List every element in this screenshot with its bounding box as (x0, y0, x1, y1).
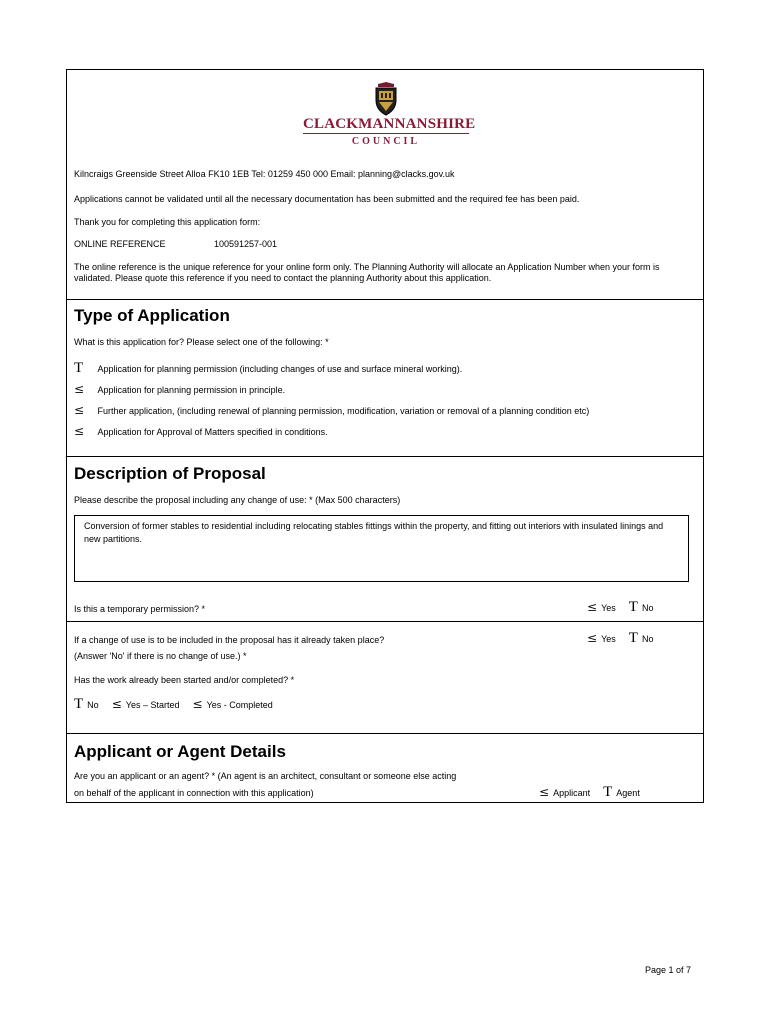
unselected-radio-icon: ≤ (74, 424, 85, 438)
work-started-options (74, 698, 273, 711)
council-address: Kilncraigs Greenside Street Alloa FK10 1EB Tel: 01259 450 000 Email: planning@clacks.gov.uk (74, 169, 455, 179)
applicant-question-line1: Are you an applicant or an agent? * (An agent is an architect, consultant or someone else acting (74, 771, 457, 781)
temporary-no-label: No (641, 603, 654, 613)
online-reference-label: ONLINE REFERENCE (74, 239, 166, 249)
applicant-option[interactable] (539, 785, 591, 799)
change-yes-label: Yes (601, 634, 616, 644)
unselected-radio-icon: ≤ (74, 403, 85, 417)
applicant-label: Applicant (553, 788, 591, 798)
applicant-agent-options (539, 786, 640, 799)
application-form-frame (66, 69, 704, 803)
unselected-radio-icon: ≤ (74, 382, 85, 396)
change-of-use-options (587, 632, 653, 645)
agent-label: Agent (616, 788, 640, 798)
unselected-radio-icon: ≤ (192, 697, 203, 711)
unselected-radio-icon: ≤ (539, 785, 550, 799)
unselected-radio-icon: ≤ (587, 631, 598, 645)
selected-radio-icon: T (74, 360, 84, 376)
change-yes-option[interactable] (587, 631, 616, 645)
thanks-text: Thank you for completing this application form: (74, 217, 261, 227)
started-started-option[interactable] (111, 697, 180, 711)
proposal-description-textarea[interactable]: Conversion of former stables to residential including relocating stables fittings within the property, and fitting out interiors with insulated linings and new partitions. (74, 515, 689, 582)
work-started-question: Has the work already been started and/or completed? * (74, 675, 295, 685)
started-no-label: No (87, 700, 99, 710)
unselected-radio-icon: ≤ (587, 600, 598, 614)
option-label: Application for planning permission in principle. (97, 385, 286, 395)
type-of-application-heading: Type of Application (74, 306, 230, 325)
online-reference-value: 100591257-001 (214, 239, 278, 249)
application-type-option[interactable] (74, 405, 589, 417)
section-divider (67, 733, 703, 734)
started-completed-label: Yes - Completed (206, 700, 273, 710)
temporary-yes-label: Yes (601, 603, 616, 613)
option-label: Further application, (including renewal of planning permission, modification, variation or removal of a planning condition etc) (97, 406, 590, 416)
option-label: Application for planning permission (including changes of use and surface mineral working). (97, 364, 463, 374)
selected-radio-icon: T (603, 784, 613, 800)
applicant-heading: Applicant or Agent Details (74, 742, 286, 761)
application-type-question: What is this application for? Please select one of the following: * (74, 337, 329, 347)
description-heading: Description of Proposal (74, 464, 266, 483)
temporary-permission-options (587, 601, 653, 614)
validation-note: Applications cannot be validated until all the necessary documentation has been submitted and the required fee has been paid. (74, 194, 580, 204)
change-no-option[interactable] (628, 630, 654, 646)
description-prompt: Please describe the proposal including any change of use: * (Max 500 characters) (74, 495, 401, 505)
agent-option[interactable] (603, 784, 640, 800)
started-completed-option[interactable] (192, 697, 273, 711)
unselected-radio-icon: ≤ (111, 697, 122, 711)
reference-note: The online reference is the unique reference for your online form only. The Planning Authority will allocate an Application Number when your form is validated. Please quote this reference if you need to contact the planning Authority about this application. (74, 262, 660, 283)
logo-subtitle: COUNCIL (351, 136, 421, 147)
started-no-option[interactable] (74, 696, 99, 712)
selected-radio-icon: T (628, 599, 638, 615)
application-type-option[interactable] (74, 360, 463, 376)
started-started-label: Yes – Started (125, 700, 180, 710)
temporary-yes-option[interactable] (587, 600, 616, 614)
temporary-permission-question: Is this a temporary permission? * (74, 604, 206, 614)
option-label: Application for Approval of Matters specified in conditions. (97, 427, 328, 437)
change-of-use-question: If a change of use is to be included in the proposal has it already taken place? (74, 635, 385, 645)
section-divider (67, 621, 703, 622)
applicant-question-line2: on behalf of the applicant in connection with this application) (74, 788, 314, 798)
section-divider (67, 456, 703, 457)
section-divider (67, 299, 703, 300)
application-type-option[interactable] (74, 426, 328, 438)
change-of-use-note: (Answer 'No' if there is no change of use.) * (74, 651, 247, 661)
council-logo (303, 82, 476, 152)
selected-radio-icon: T (74, 696, 84, 712)
page-number: Page 1 of 7 (645, 965, 692, 975)
change-no-label: No (641, 634, 654, 644)
logo-name: CLACKMANNANSHIRE (303, 116, 476, 132)
temporary-no-option[interactable] (628, 599, 654, 615)
selected-radio-icon: T (628, 630, 638, 646)
application-type-option[interactable] (74, 384, 285, 396)
crest-icon (368, 82, 404, 116)
